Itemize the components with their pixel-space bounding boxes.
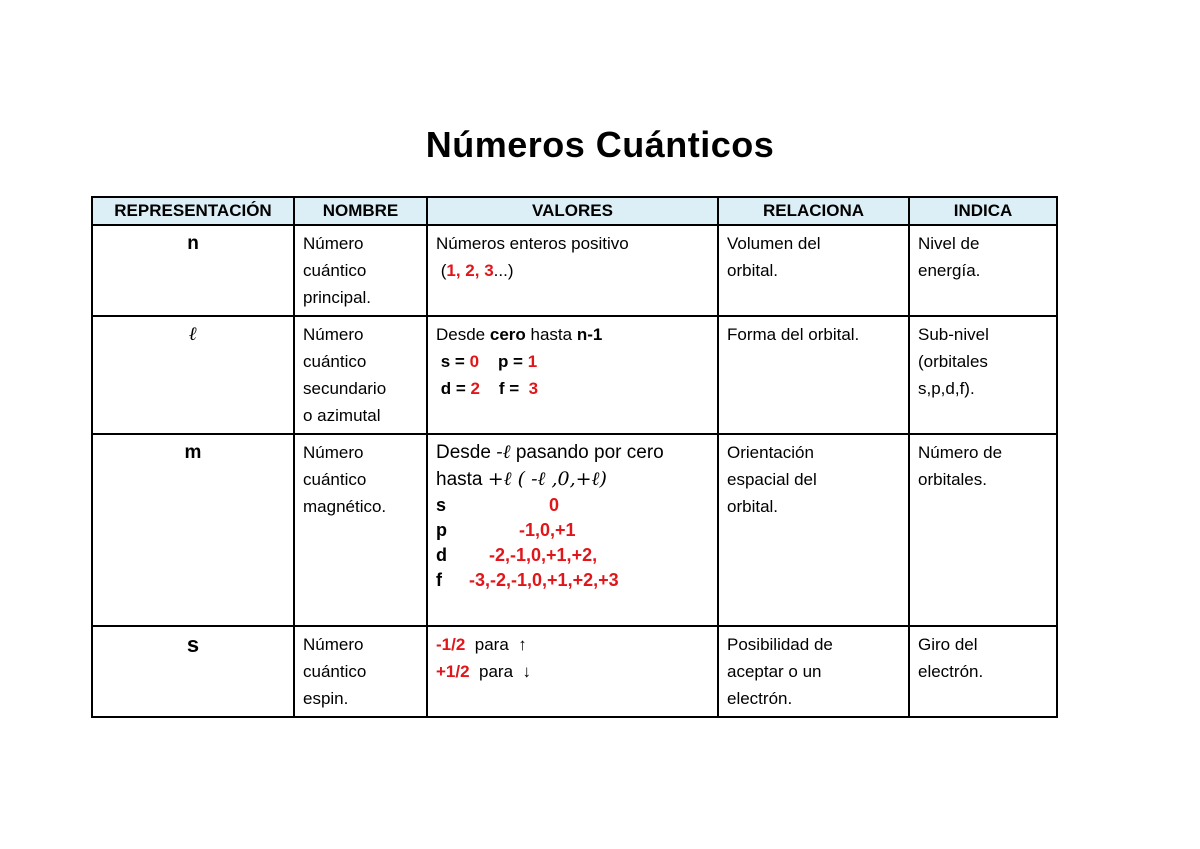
orbital-label: d	[436, 545, 447, 565]
m-value-row	[436, 518, 709, 543]
symbol-s: s	[186, 632, 200, 657]
header-valores: VALORES	[427, 197, 718, 225]
relates-line: electrón.	[727, 689, 793, 708]
text-desde: Desde	[436, 325, 490, 344]
indicates-line: Sub-nivel	[918, 325, 989, 344]
spacer	[454, 495, 549, 515]
indicates-line: electrón.	[918, 662, 984, 681]
text-range: +ℓ ( -ℓ ,0,+ℓ)	[487, 468, 607, 490]
name-cell	[294, 626, 427, 717]
relates-line: orbital.	[727, 261, 779, 280]
text-n-1: n-1	[576, 325, 603, 344]
symbol-cell	[92, 626, 294, 717]
table-header-row	[92, 197, 1057, 225]
spin-value: +1/2	[436, 662, 470, 681]
name-line: cuántico	[303, 470, 367, 489]
relates-line: Volumen del	[727, 234, 821, 253]
label-d: d =	[440, 379, 471, 398]
symbol-cell	[92, 316, 294, 434]
relates-line: Forma del orbital.	[727, 325, 860, 344]
values-line-2	[436, 466, 709, 493]
name-line: Número	[303, 443, 364, 462]
relates-line: Orientación	[727, 443, 814, 462]
values-cell	[427, 434, 718, 626]
spacer	[454, 520, 519, 540]
orbital-label: f	[436, 570, 442, 590]
orbital-label: p	[436, 520, 447, 540]
text-para: para	[469, 662, 523, 681]
arrow-up-icon: ↑	[518, 635, 527, 654]
indicates-line: orbitales.	[918, 470, 987, 489]
name-cell	[294, 225, 427, 316]
name-line: Número	[303, 635, 364, 654]
page-title: Números Cuánticos	[425, 124, 775, 165]
text-pasando: pasando por cero	[510, 442, 664, 463]
name-line: cuántico	[303, 352, 367, 371]
values-line-1	[436, 439, 709, 466]
relates-cell	[718, 626, 909, 717]
name-line: cuántico	[303, 261, 367, 280]
text-cero: cero	[489, 325, 526, 344]
symbol-cell	[92, 225, 294, 316]
label-s: s =	[440, 352, 470, 371]
m-value-row	[436, 493, 709, 518]
name-cell	[294, 434, 427, 626]
indicates-cell	[909, 316, 1057, 434]
relates-line: orbital.	[727, 497, 779, 516]
values-cell	[427, 626, 718, 717]
value-s: 0	[469, 352, 480, 371]
text-minus-l: -ℓ	[496, 441, 511, 463]
name-line: magnético.	[303, 497, 387, 516]
name-line: cuántico	[303, 662, 367, 681]
relates-line: espacial del	[727, 470, 817, 489]
symbol-cell	[92, 434, 294, 626]
values-line-1	[436, 321, 709, 348]
arrow-down-icon: ↓	[522, 662, 531, 681]
m-values: -3,-2,-1,0,+1,+2,+3	[469, 570, 619, 590]
table-row	[92, 225, 1057, 316]
table-row	[92, 626, 1057, 717]
indicates-cell	[909, 434, 1057, 626]
indicates-line: energía.	[918, 261, 981, 280]
name-line: espin.	[303, 689, 349, 708]
relates-cell	[718, 434, 909, 626]
header-representacion: REPRESENTACIÓN	[92, 197, 294, 225]
indicates-line: (orbitales	[918, 352, 988, 371]
header-relaciona: RELACIONA	[718, 197, 909, 225]
name-line: secundario	[303, 379, 387, 398]
header-nombre: NOMBRE	[294, 197, 427, 225]
paren-close: ...)	[493, 261, 514, 280]
quantum-numbers-table	[91, 196, 1058, 718]
value-p: 1	[527, 352, 538, 371]
name-line: Número	[303, 234, 364, 253]
symbol-m: m	[184, 442, 202, 463]
relates-cell	[718, 225, 909, 316]
spacer	[454, 545, 489, 565]
paren-open: (	[440, 261, 447, 280]
label-f: f =	[498, 379, 524, 398]
text-desde: Desde	[436, 442, 497, 463]
spin-line-1	[436, 631, 709, 658]
values-cell	[427, 225, 718, 316]
header-indica: INDICA	[909, 197, 1057, 225]
text-hasta: hasta	[525, 325, 577, 344]
value-f: 3	[528, 379, 539, 398]
orbital-label: s	[436, 495, 447, 515]
values-nums: 1, 2, 3	[446, 261, 494, 280]
indicates-line: s,p,d,f).	[918, 379, 975, 398]
indicates-line: Número de	[918, 443, 1003, 462]
m-value-row	[436, 568, 709, 593]
name-line: Número	[303, 325, 364, 344]
table-row	[92, 434, 1057, 626]
values-text: Números enteros positivo	[436, 234, 629, 253]
m-values: -2,-1,0,+1,+2,	[489, 545, 598, 565]
text-hasta: hasta	[436, 469, 488, 490]
values-line-df	[436, 375, 709, 402]
symbol-n: n	[187, 233, 199, 254]
relates-line: aceptar o un	[727, 662, 822, 681]
m-value-row	[436, 543, 709, 568]
m-values: 0	[549, 495, 560, 515]
name-line: principal.	[303, 288, 372, 307]
table-row	[92, 316, 1057, 434]
indicates-line: Nivel de	[918, 234, 980, 253]
text-para: para	[465, 635, 519, 654]
symbol-l: ℓ	[188, 323, 198, 345]
values-cell	[427, 316, 718, 434]
label-p: p =	[497, 352, 528, 371]
name-cell	[294, 316, 427, 434]
spin-value: -1/2	[436, 635, 466, 654]
values-nums-line	[436, 257, 709, 284]
m-values: -1,0,+1	[519, 520, 576, 540]
values-line-sp	[436, 348, 709, 375]
indicates-line: Giro del	[918, 635, 978, 654]
relates-cell	[718, 316, 909, 434]
indicates-cell	[909, 626, 1057, 717]
spin-line-2	[436, 658, 709, 685]
spacer	[454, 570, 469, 590]
value-d: 2	[470, 379, 480, 398]
name-line: o azimutal	[303, 406, 381, 425]
relates-line: Posibilidad de	[727, 635, 833, 654]
indicates-cell	[909, 225, 1057, 316]
